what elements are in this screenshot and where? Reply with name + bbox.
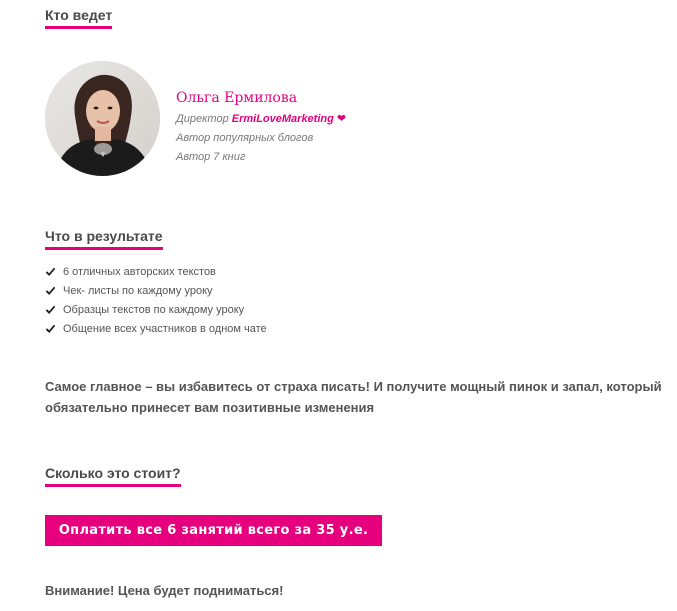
author-books: Автор 7 книг: [176, 151, 246, 163]
author-role-prefix: Директор: [176, 113, 232, 125]
price-section-title: Сколько это стоит?: [45, 465, 181, 487]
check-icon: [45, 285, 56, 296]
price-warning: Внимание! Цена будет подниматься!: [45, 583, 284, 598]
pay-button[interactable]: Оплатить все 6 занятий всего за 35 у.е.: [45, 515, 382, 546]
author-role: [176, 112, 346, 127]
author-photo: [45, 61, 160, 176]
list-item-text: Чек- листы по каждому уроку: [63, 284, 213, 297]
list-item-text: Образцы текстов по каждому уроку: [63, 303, 245, 316]
results-list: [45, 262, 267, 338]
list-item: [45, 262, 267, 281]
list-item-text: 6 отличных авторских текстов: [63, 265, 216, 278]
author-blogs: Автор популярных блогов: [176, 132, 314, 144]
summary-text: Самое главное – вы избавитесь от страха писать! И получите мощный пинок и запал, который обязательно принесет вам позитивные изменения: [45, 379, 662, 415]
author-name: Ольга Ермилова: [176, 90, 298, 106]
check-icon: [45, 323, 56, 334]
heart-icon: ❤: [336, 113, 347, 125]
author-brand-link[interactable]: ErmiLoveMarketing: [231, 113, 334, 125]
results-section-title: Что в результате: [45, 228, 163, 250]
list-item: [45, 319, 267, 338]
list-item-text: Общение всех участников в одном чате: [63, 322, 267, 335]
author-info: [176, 89, 346, 169]
list-item: [45, 281, 267, 300]
author-avatar: [45, 61, 160, 176]
check-icon: [45, 266, 56, 277]
host-section-title: Кто ведет: [45, 7, 112, 29]
list-item: [45, 300, 267, 319]
check-icon: [45, 304, 56, 315]
